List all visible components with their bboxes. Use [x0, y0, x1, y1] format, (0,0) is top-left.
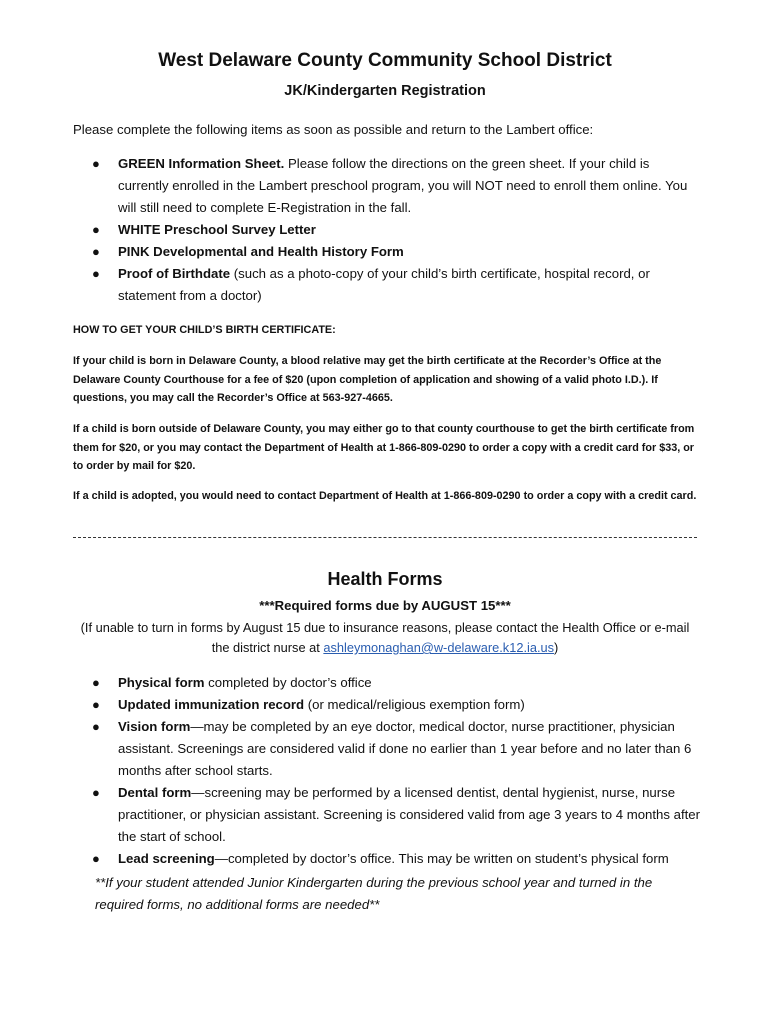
list-item — [73, 672, 700, 694]
item-text: —screening may be performed by a licensed dentist, dental hygienist, nurse, nurse practitioner, or physician assistant. Screening is considered valid from age 3 years to 4 months after the start of school. — [118, 785, 701, 844]
item-bold: Vision form — [118, 719, 191, 734]
item-text: (or medical/religious exemption form) — [304, 697, 525, 712]
list-item — [73, 694, 700, 716]
health-forms-due: ***Required forms due by AUGUST 15*** — [259, 598, 511, 613]
birth-certificate-paragraph-outside: If a child is born outside of Delaware County, you may either go to that county courthouse to get the birth certificate from them for $20, or you may contact the Department of Health at 1-866-809-0290 to order a copy with a credit card for $33, or to order by mail for $20. — [73, 423, 695, 472]
item-bold: Lead screening — [118, 851, 215, 866]
document-title: West Delaware County Community School District — [158, 50, 612, 71]
list-item — [73, 153, 700, 219]
item-text: (such as a photo-copy of your child’s birth certificate, hospital record, or statement from a doctor) — [118, 266, 650, 303]
bullet-icon: ● — [92, 675, 100, 690]
item-bold: Physical form — [118, 675, 205, 690]
item-bold: GREEN Information Sheet. — [118, 156, 285, 171]
list-item — [73, 219, 700, 241]
item-text: Please follow the directions on the green sheet. If your child is currently enrolled in the Lambert preschool program, you will NOT need to enroll them online. You will still need to complete E-Registration in the fall. — [118, 156, 688, 215]
section-divider — [73, 537, 697, 538]
jk-note: **If your student attended Junior Kindergarten during the previous school year and turned in the required forms, no additional forms are needed** — [95, 875, 653, 912]
birth-certificate-paragraph-county: If your child is born in Delaware County, a blood relative may get the birth certificate at the Recorder’s Office at the Delaware County Courthouse for a fee of $20 (upon completion of application and showing of a valid photo I.D.). If questions, you may call the Recorder’s Office at 563-927-4665. — [73, 355, 662, 404]
health-forms-title: Health Forms — [327, 569, 443, 589]
item-bold: Proof of Birthdate — [118, 266, 231, 281]
birth-certificate-heading: HOW TO GET YOUR CHILD’S BIRTH CERTIFICATE: — [73, 324, 336, 336]
bullet-icon: ● — [92, 156, 100, 171]
item-bold: Dental form — [118, 785, 192, 800]
item-text: —may be completed by an eye doctor, medical doctor, nurse practitioner, physician assistant. Screenings are considered valid if done no earlier than 1 year before and no later than 6 months after school starts. — [118, 719, 692, 778]
list-item — [73, 716, 700, 782]
contact-close: ) — [554, 640, 559, 655]
item-text: —completed by doctor’s office. This may be written on student’s physical form — [214, 851, 669, 866]
health-forms-list — [73, 672, 700, 870]
health-forms-contact — [72, 618, 698, 658]
bullet-icon: ● — [92, 266, 100, 281]
list-item — [73, 241, 700, 263]
bullet-icon: ● — [92, 697, 100, 712]
document-subtitle: JK/Kindergarten Registration — [284, 83, 486, 99]
nurse-email-link[interactable]: ashleymonaghan@w-delaware.k12.ia.us — [323, 640, 555, 655]
list-item — [73, 782, 700, 848]
contact-text: (If unable to turn in forms by August 15 due to insurance reasons, please contact the Health Office or e-mail the district nurse at — [80, 620, 690, 655]
bullet-icon: ● — [92, 719, 100, 734]
item-bold: Updated immunization record — [118, 697, 305, 712]
bullet-icon: ● — [92, 851, 100, 866]
registration-requirements-list — [73, 153, 700, 307]
bullet-icon: ● — [92, 222, 100, 237]
item-bold: WHITE Preschool Survey Letter — [118, 222, 316, 237]
bullet-icon: ● — [92, 785, 100, 800]
bullet-icon: ● — [92, 244, 100, 259]
list-item — [73, 263, 700, 307]
birth-certificate-paragraph-adopted: If a child is adopted, you would need to contact Department of Health at 1-866-809-0290 to order a copy with a credit card. — [73, 490, 697, 502]
item-bold: PINK Developmental and Health History Form — [118, 244, 404, 259]
intro-text: Please complete the following items as soon as possible and return to the Lambert office: — [73, 122, 594, 137]
item-text: completed by doctor’s office — [204, 675, 372, 690]
list-item — [73, 848, 700, 870]
